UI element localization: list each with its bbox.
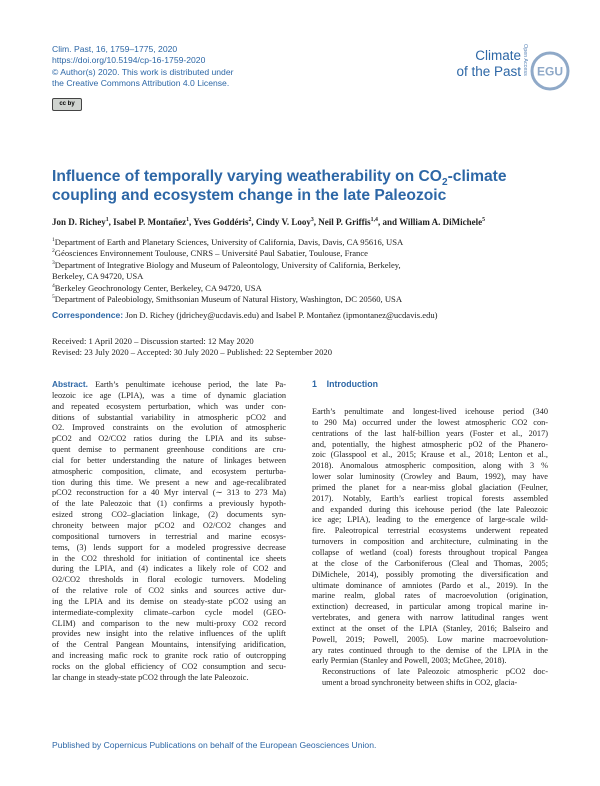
text-line: turnovers in composition and architecture, culminating in the xyxy=(312,537,548,547)
text-line: in the CO2 threshold for initiation of continental ice sheets xyxy=(52,553,286,563)
dates-line-1: Received: 1 April 2020 – Discussion started: 12 May 2020 xyxy=(52,336,254,346)
text-line: O2. Improved constraints on the evolution of atmospheric xyxy=(52,423,286,433)
introduction-body xyxy=(312,407,548,689)
text-line: early Permian (Stanley and Powell, 2003; McGhee, 2018). xyxy=(312,656,507,666)
text-line: CLIM) and comparison to the new multi-proxy CO2 record xyxy=(52,618,286,628)
open-access-label: Open Access xyxy=(522,44,528,76)
text-line: atmospheric composition, climate, and ecosystem perturba- xyxy=(52,466,286,476)
abstract-line: Abstract. Earth’s penultimate icehouse period, the late Pa- xyxy=(52,379,286,389)
text-line: extinct at the onset of the LPIA (Stanley, 2016; Balseiro and xyxy=(312,623,548,633)
text-line: pCO2 and O2/CO2 ratios during the LPIA and its subse- xyxy=(52,434,286,444)
intro-paragraph-1 xyxy=(312,407,548,667)
text-line: rocks on the global efficiency of CO2 consumption and secu- xyxy=(52,661,286,671)
correspondence xyxy=(52,310,438,320)
correspondence-text[interactable]: Jon D. Richey (jdrichey@ucdavis.edu) and Isabel P. Montañez (ipmontanez@ucdavis.edu) xyxy=(125,310,438,320)
text-line: ary rates continued through to the demise of the LPIA in the xyxy=(312,645,548,655)
text-line: lar change in steady-state pCO2 through the late Paleozoic. xyxy=(52,672,249,682)
text-line: provides new insight into the relative influences of the uplift xyxy=(52,629,286,639)
text-line: of the relative role of CO2 sinks and sources active dur- xyxy=(52,586,286,596)
text-line: esized strong CO2–glaciation linkage, (2) documents syn- xyxy=(52,510,286,520)
text-line: ultimate dominance of amniotes (Pardo et al., 2019). In the xyxy=(312,580,548,590)
text-line: marine realm, global rates of macroevolution (origination, xyxy=(312,591,548,601)
affiliations xyxy=(52,237,562,305)
text-line: vertebrates, and genera with narrow latitudinal ranges went xyxy=(312,613,548,623)
text-line: cial for better understanding the nature of linkages between xyxy=(52,455,286,465)
egu-logo-icon[interactable] xyxy=(530,51,570,91)
abstract xyxy=(52,379,286,684)
paper-title: Influence of temporally varying weatherability on $CO_2$-climate coupling and ecosystem change in the late Paleozoic xyxy=(52,168,507,204)
dates-line-2: Revised: 23 July 2020 – Accepted: 30 July 2020 – Published: 22 September 2020 xyxy=(52,347,332,358)
text-line: primed the planet for a near-miss global glaciation (Feulner, xyxy=(312,482,548,492)
text-line: lower solar luminosity (Crowley and Baum, 1992), may have xyxy=(312,472,548,482)
text-line: Powell, 2019; Powell, 2005). Low marine macroevolution- xyxy=(312,634,548,644)
text-line: compositional turnovers in terrestrial and marine ecosys- xyxy=(52,531,286,541)
affiliation: $^4$Berkeley Geochronology Center, Berkeley, CA 94720, USA xyxy=(52,282,262,293)
intro-paragraph-2 xyxy=(312,667,548,689)
author[interactable]: Neil P. Griffis$^{1,4}$ xyxy=(318,217,378,227)
text-line: and, potentially, the highest atmospheric pO2 of the Phanero- xyxy=(312,439,548,449)
text-line: at the close of the Carboniferous (Cleal and Thomas, 2005; xyxy=(312,558,548,568)
correspondence-label: Correspondence: xyxy=(52,310,124,320)
brand-line-2: of the Past xyxy=(456,64,521,79)
affiliation: $^5$Department of Paleobiology, Smithsonian Museum of Natural History, Washington, DC 20560, USA xyxy=(52,294,403,305)
text-line: tems, (3) lends support for a modeled progressive decrease xyxy=(52,542,286,552)
text-line: Reconstructions of late Paleozoic atmospheric pCO2 doc- xyxy=(322,667,548,677)
author[interactable]: Jon D. Richey$^1$ xyxy=(52,217,109,227)
text-line: intermediate-complexity climate–carbon cycle model (GEO- xyxy=(52,607,286,617)
journal-brand xyxy=(456,48,521,80)
copyright-line: © Author(s) 2020. This work is distributed under xyxy=(52,66,234,77)
affiliation: $^2$Géosciences Environnement Toulouse, CNRS – Université Paul Sabatier, Toulouse, France xyxy=(52,248,368,259)
author[interactable]: William A. DiMichele$^5$ xyxy=(399,217,486,227)
text-line: of the late Paleozoic that (1) confirms a previously hypoth- xyxy=(52,499,286,509)
text-line: chroneity between major pCO2 and O2/CO2 changes and xyxy=(52,520,286,530)
text-line: centrations of the last half-billion years (Foster et al., 2017) xyxy=(312,428,548,438)
text-line: Earth’s penultimate and longest-lived icehouse period (340 xyxy=(312,407,548,416)
citation: Clim. Past, 16, 1759–1775, 2020 xyxy=(52,44,178,54)
text-line: fire. Paleotropical terrestrial ecosystems underwent repeated xyxy=(312,526,548,536)
cc-by-icon[interactable]: cc by xyxy=(52,98,82,111)
text-line: ice age; LPIA), leading to the emergence of large-scale wild- xyxy=(312,515,548,525)
text-line: quent demise to permanent greenhouse conditions are cru- xyxy=(52,445,286,455)
text-line: and expanded during this icehouse period (the late Paleozoic xyxy=(312,504,548,514)
affiliation: $^1$Department of Earth and Planetary Sciences, University of California, Davis, Davis, CA 95616, USA xyxy=(52,237,404,247)
text-line: ument a broad synchroneity between shifts in CO2, glacia- xyxy=(322,678,518,688)
author[interactable]: Cindy V. Looy$^3$ xyxy=(255,217,314,227)
text-line: O2/CO2 thresholds in floral ecologic turnovers. Modeling xyxy=(52,575,286,585)
text-line: collapse of wetland (coal) forests throughout tropical Pangea xyxy=(312,547,548,557)
text-line: zoic (Glasspool et al., 2015; Krause et al., 2018; Lenton et al., xyxy=(312,450,548,460)
egu-logo-text: EGU xyxy=(536,64,564,79)
text-line: during the LPIA, and (4) indicates a likely role of CO2 and xyxy=(52,564,286,574)
text-line: 2018). Anomalous atmospheric composition, along with 3 % xyxy=(312,461,548,471)
section-heading-introduction: 1 Introduction xyxy=(312,379,378,389)
brand-line-1: Climate xyxy=(475,48,521,63)
affiliation: $^3$Department of Integrative Biology and Museum of Paleontology, University of California, Berkeley, xyxy=(52,259,401,270)
text-line: DiMichele, 2014), possibly promoting the diversification and xyxy=(312,569,548,579)
text-line: pCO2 reconstruction for a 40 Myr interval (∼ 313 to 273 Ma) xyxy=(52,488,286,498)
text-line: 2017). Notably, Earth’s earliest tropical forests assembled xyxy=(312,493,548,503)
publication-dates xyxy=(52,336,332,359)
text-line: tion during this time. We present a new and age-recalibrated xyxy=(52,477,286,487)
text-line: of the Central Pangean Mountains, intensifying aridification, xyxy=(52,640,286,650)
text-line: ditions of substantial variability in atmospheric pCO2 and xyxy=(52,412,286,422)
text-line: to 290 Ma) occurred under the lowest atmospheric CO2 con- xyxy=(312,417,548,427)
author[interactable]: Yves Goddéris$^2$ xyxy=(193,217,252,227)
license-line[interactable]: the Creative Commons Attribution 4.0 License. xyxy=(52,77,230,88)
abstract-label: Abstract. xyxy=(52,379,88,389)
text-line: ing the LPIA and its demise on steady-state pCO2 using an xyxy=(52,596,286,606)
affiliation: Berkeley, CA 94720, USA xyxy=(52,271,144,282)
author-list: Jon D. Richey$^1$, Isabel P. Montañez$^1$, Yves Goddéris$^2$, Cindy V. Looy$^3$, Neil P. Griffis$^{1,4}$, and William A. DiMichele$^5$ xyxy=(52,217,486,227)
text-line: and repeated ecosystem perturbation, which was under con- xyxy=(52,401,286,411)
publisher-footer: Published by Copernicus Publications on behalf of the European Geosciences Union. xyxy=(52,740,377,750)
text-line: leozoic ice age (LPIA), was a time of dynamic glaciation xyxy=(52,390,286,400)
text-line: and increasing mafic rock to granite rock ratio of outcropping xyxy=(52,651,286,661)
text-line: extinction) decreased, in particular among tropical marine in- xyxy=(312,602,548,612)
doi-link[interactable]: https://doi.org/10.5194/cp-16-1759-2020 xyxy=(52,55,206,66)
journal-meta xyxy=(52,44,233,89)
author[interactable]: Isabel P. Montañez$^1$ xyxy=(113,217,190,227)
